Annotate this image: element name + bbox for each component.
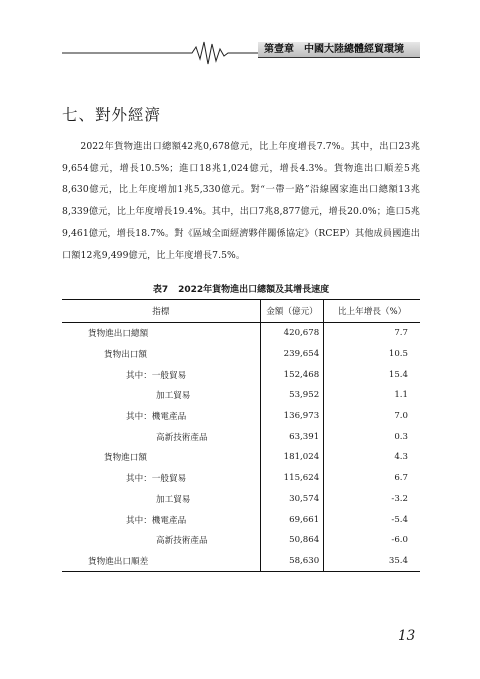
- table-row: [62, 406, 420, 427]
- row-label: 加工貿易: [156, 391, 191, 402]
- table-header-row: [62, 300, 420, 323]
- trade-table: [62, 299, 420, 572]
- table-row: [62, 385, 420, 406]
- row-growth: 1.1: [324, 385, 420, 406]
- table-row: [62, 323, 420, 344]
- table-row: [62, 530, 420, 551]
- table-row: [62, 551, 420, 572]
- row-amount: 58,630: [260, 551, 323, 572]
- table-row: [62, 447, 420, 468]
- row-amount: 63,391: [260, 426, 323, 447]
- row-label: 貨物進口額: [104, 453, 147, 464]
- table-caption: [62, 282, 420, 295]
- row-amount: 181,024: [260, 447, 323, 468]
- table-row: [62, 509, 420, 530]
- table-caption-label: 表7: [152, 285, 169, 295]
- row-growth: 15.4: [324, 364, 420, 385]
- table-row: [62, 468, 420, 489]
- row-label: 貨物進出口總額: [88, 329, 149, 340]
- row-label: 其中：一般貿易: [126, 370, 187, 381]
- table-row: [62, 426, 420, 447]
- row-growth: 7.7: [324, 323, 420, 344]
- body-paragraph: 2022年貨物進出口總額42兆0,678億元，比上年度增長7.7%。其中，出口23兆9,654億元，增長10.5%；進口18兆1,024億元，增長4.3%。貨物進出口順差5兆8,630億元，比上年度增加1兆5,330億元。對“一帶一路”沿線國家進出口總額13兆8,339億元，比上年度增長19.4%。其中，出口7兆8,877億元，增長20.0%；進口5兆9,461億元，增長18.7%。對《區域全面經濟夥伴關係協定》（RCEP）其他成員國進出口額12兆9,499億元，比上年度增長7.5%。: [62, 141, 420, 261]
- row-growth: 7.0: [324, 406, 420, 427]
- section-title: 七、對外經濟: [62, 106, 162, 124]
- row-growth: -3.2: [324, 489, 420, 510]
- table-caption-title: 2022年貨物進出口總額及其增長速度: [178, 285, 330, 295]
- row-label: 其中：機電產品: [126, 515, 187, 526]
- row-growth: 6.7: [324, 468, 420, 489]
- table-row: [62, 344, 420, 365]
- column-header-growth: 比上年增長（%）: [324, 300, 420, 323]
- row-amount: 152,468: [260, 364, 323, 385]
- row-amount: 50,864: [260, 530, 323, 551]
- row-amount: 420,678: [260, 323, 323, 344]
- row-growth: 35.4: [324, 551, 420, 572]
- row-growth: -6.0: [324, 530, 420, 551]
- row-amount: 136,973: [260, 406, 323, 427]
- column-header-amount: 金額（億元）: [260, 300, 323, 323]
- row-growth: 0.3: [324, 426, 420, 447]
- table-row: [62, 489, 420, 510]
- page-number: 13: [398, 628, 416, 644]
- row-growth: -5.4: [324, 509, 420, 530]
- chapter-label: 第壹章 中國大陸總體經貿環境: [258, 42, 420, 58]
- row-amount: 53,952: [260, 385, 323, 406]
- row-label: 貨物進出口順差: [62, 551, 260, 572]
- row-label: 其中：機電產品: [126, 412, 187, 423]
- table-row: [62, 364, 420, 385]
- row-label: 加工貿易: [156, 494, 191, 505]
- row-amount: 30,574: [260, 489, 323, 510]
- row-label: 其中：一般貿易: [126, 474, 187, 485]
- row-label: 高新技術產品: [156, 432, 208, 443]
- row-label: 貨物出口額: [104, 350, 147, 361]
- row-label: 高新技術產品: [156, 536, 208, 547]
- heartbeat-line-icon: [62, 38, 262, 68]
- column-header-indicator: 指標: [62, 300, 260, 323]
- row-growth: 4.3: [324, 447, 420, 468]
- row-growth: 10.5: [324, 344, 420, 365]
- row-amount: 69,661: [260, 509, 323, 530]
- row-amount: 239,654: [260, 344, 323, 365]
- row-amount: 115,624: [260, 468, 323, 489]
